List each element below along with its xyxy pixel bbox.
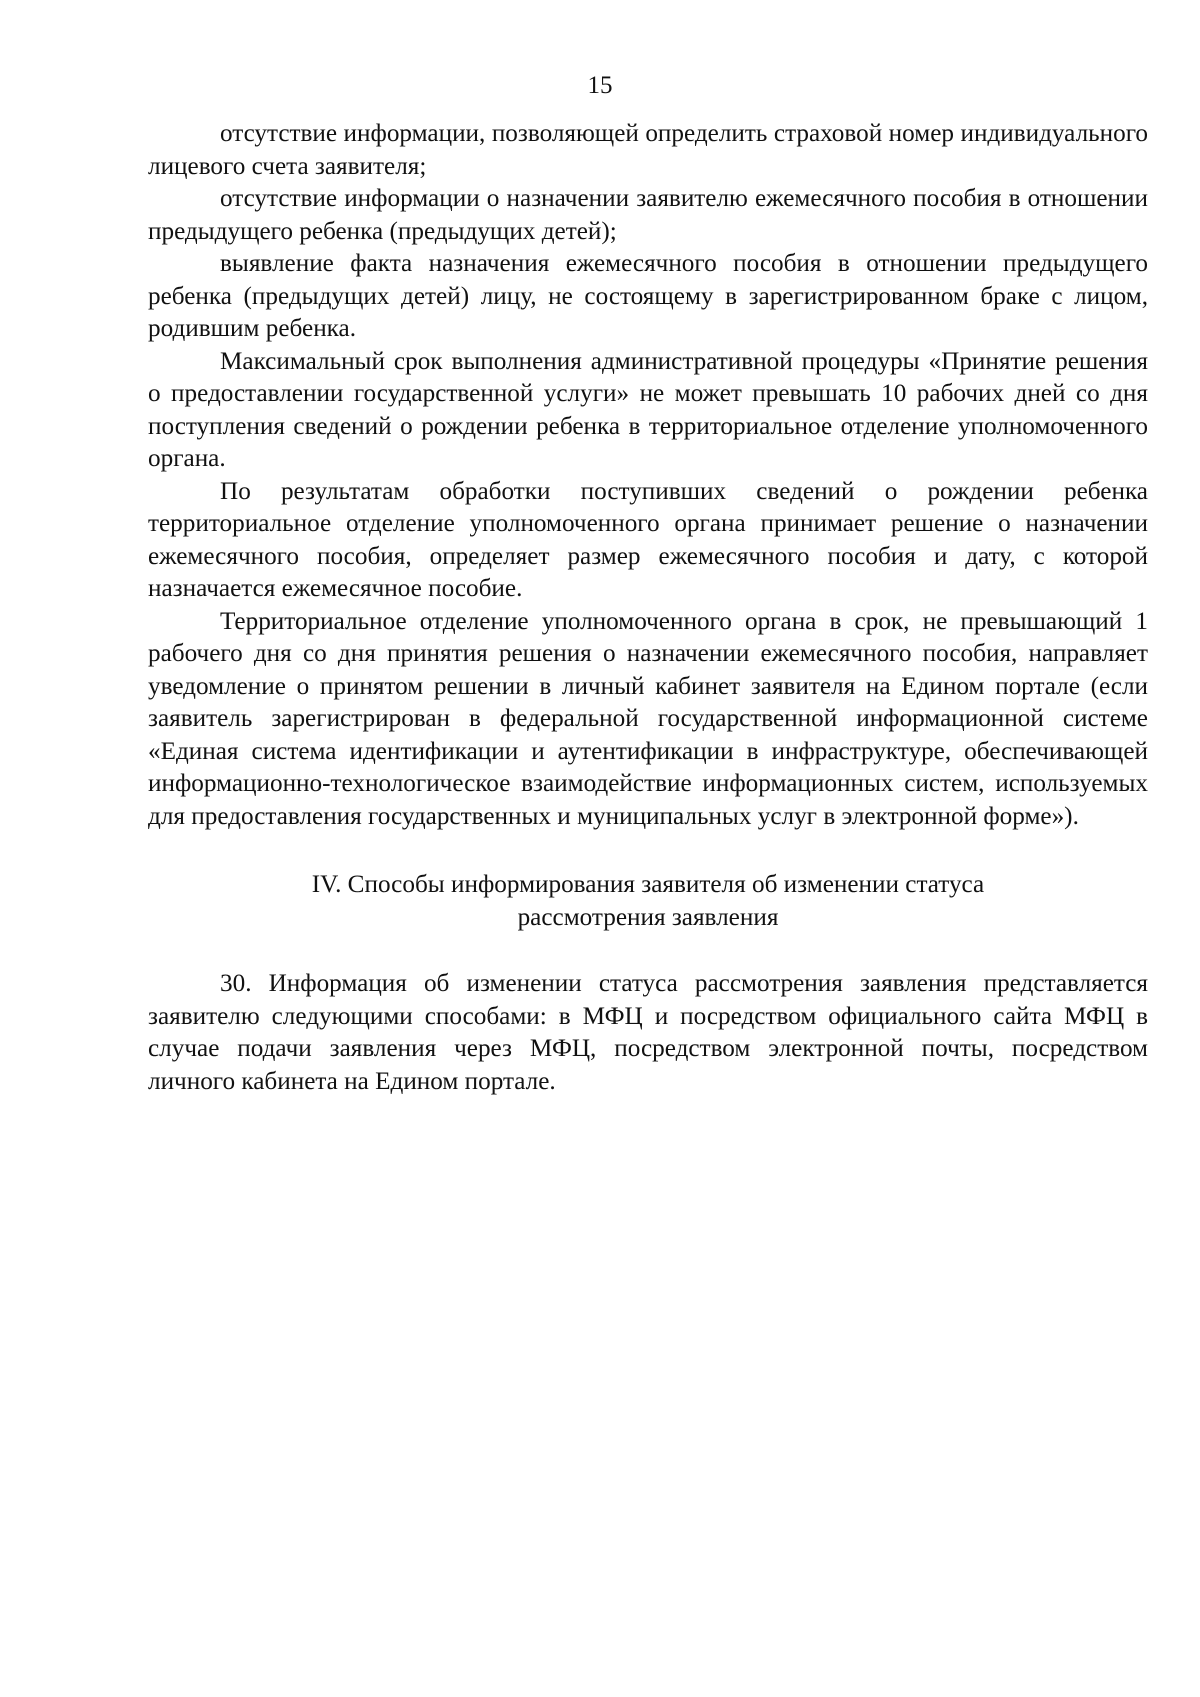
paragraph-processing-results: По результатам обработки поступивших сведений о рождении ребенка территориальное отделение уполномоченного органа принимает решение о назначении ежемесячного пособия, определяет размер ежемесячного пособия и дату, с которой назначается ежемесячное пособие. — [148, 477, 1148, 602]
paragraph-unmarried-recipient: выявление факта назначения ежемесячного пособия в отношении предыдущего ребенка (предыдущих детей) лицу, не состоящему в зарегистрированном браке с лицом, родившим ребенка. — [148, 250, 1148, 342]
paragraph-item-30: 30. Информация об изменении статуса рассмотрения заявления представляется заявителю следующими способами: в МФЦ и посредством официального сайта МФЦ в случае подачи заявления через МФЦ, посредством электронной почты, посредством личного кабинета на Едином портале. — [148, 970, 1148, 1095]
page-number: 15 — [587, 72, 613, 99]
paragraph-max-procedure-term: Максимальный срок выполнения административной процедуры «Принятие решения о предоставлении государственной услуги» не может превышать 10 рабочих дней со дня поступления сведений о рождении ребенка в территориальное отделение уполномоченного органа. — [148, 347, 1148, 472]
paragraph-snils-missing: отсутствие информации, позволяющей определить страховой номер индивидуального лицевого счета заявителя; — [148, 120, 1148, 180]
section-heading-line-1: IV. Способы информирования заявителя об изменении статуса — [311, 871, 985, 898]
section-heading-line-2: рассмотрения заявления — [517, 903, 779, 931]
paragraph-previous-child-info-missing: отсутствие информации о назначении заявителю ежемесячного пособия в отношении предыдущего ребенка (предыдущих детей); — [148, 185, 1148, 245]
document-body — [148, 118, 1148, 1098]
paragraph-notification: Территориальное отделение уполномоченного органа в срок, не превышающий 1 рабочего дня со дня принятия решения о назначении ежемесячного пособия, направляет уведомление о принятом решении в личный кабинет заявителя на Едином портале (если заявитель зарегистрирован в федеральной государственной информационной системе «Единая система идентификации и аутентификации в инфраструктуре, обеспечивающей информационно-технологическое взаимодействие информационных систем, используемых для предоставления государственных и муниципальных услуг в электронной форме»). — [148, 607, 1148, 830]
section-heading — [148, 869, 1148, 934]
